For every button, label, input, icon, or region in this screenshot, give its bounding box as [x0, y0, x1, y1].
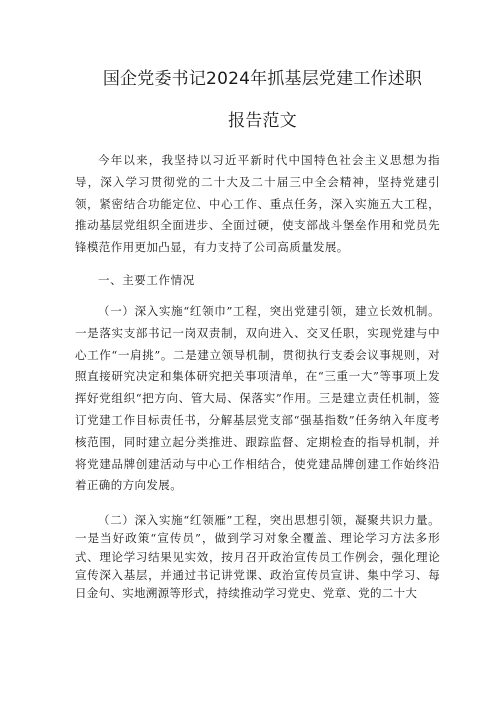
paragraph-red-goose-project: （二）深入实施“红领雁”工程，突出思想引领，凝聚共识力量。一是当好政策“宣传员”，做到学习对象全覆盖、理论学习方法多形式、理论学习结果见实效，按月召开政治宣传员工作例会，强化理论宣传深入基层，并通过书记讲党课、政治宣传员宣讲、集中学习、每日金句、实地溯源等形式，持续推动学习党史、党章、党的二十大	[75, 513, 440, 600]
document-title-line-2: 报告范文	[228, 111, 297, 131]
document-title-line-1: 国企党委书记2024年抓基层党建工作述职	[102, 69, 423, 89]
intro-paragraph: 今年以来，我坚持以习近平新时代中国特色社会主义思想为指导，深入学习贯彻党的二十大及二十届三中全会精神，坚持党建引领，紧密结合功能定位、中心工作、重点任务，深入实施五大工程，推动基层党组织全面进步、全面过硬，使支部战斗堡垒作用和党员先锋模范作用更加凸显，有力支持了公司高质量发展。	[75, 153, 440, 255]
document-body	[75, 150, 440, 602]
section-heading-main-work: 一、主要工作情况	[98, 272, 195, 287]
paragraph-red-scarf-project: （一）深入实施“红领巾”工程，突出党建引领，建立长效机制。一是落实支部书记一岗双责制，双向进入、交叉任职，实现党建与中心工作“一肩挑”。二是建立领导机制，贯彻执行支委会议事规则，对照直接研究决定和集体研究把关事项清单，在“三重一大”等事项上发挥好党组织“把方向、管大局、保落实”作用。三是建立责任机制，签订党建工作目标责任书，分解基层党支部“强基指数”任务纳入年度考核范围，同时建立起分类推进、跟踪监督、定期检查的指导机制，并将党建品牌创建活动与中心工作相结合，使党建品牌创建工作始终沿着正确的方向发展。	[75, 303, 440, 493]
